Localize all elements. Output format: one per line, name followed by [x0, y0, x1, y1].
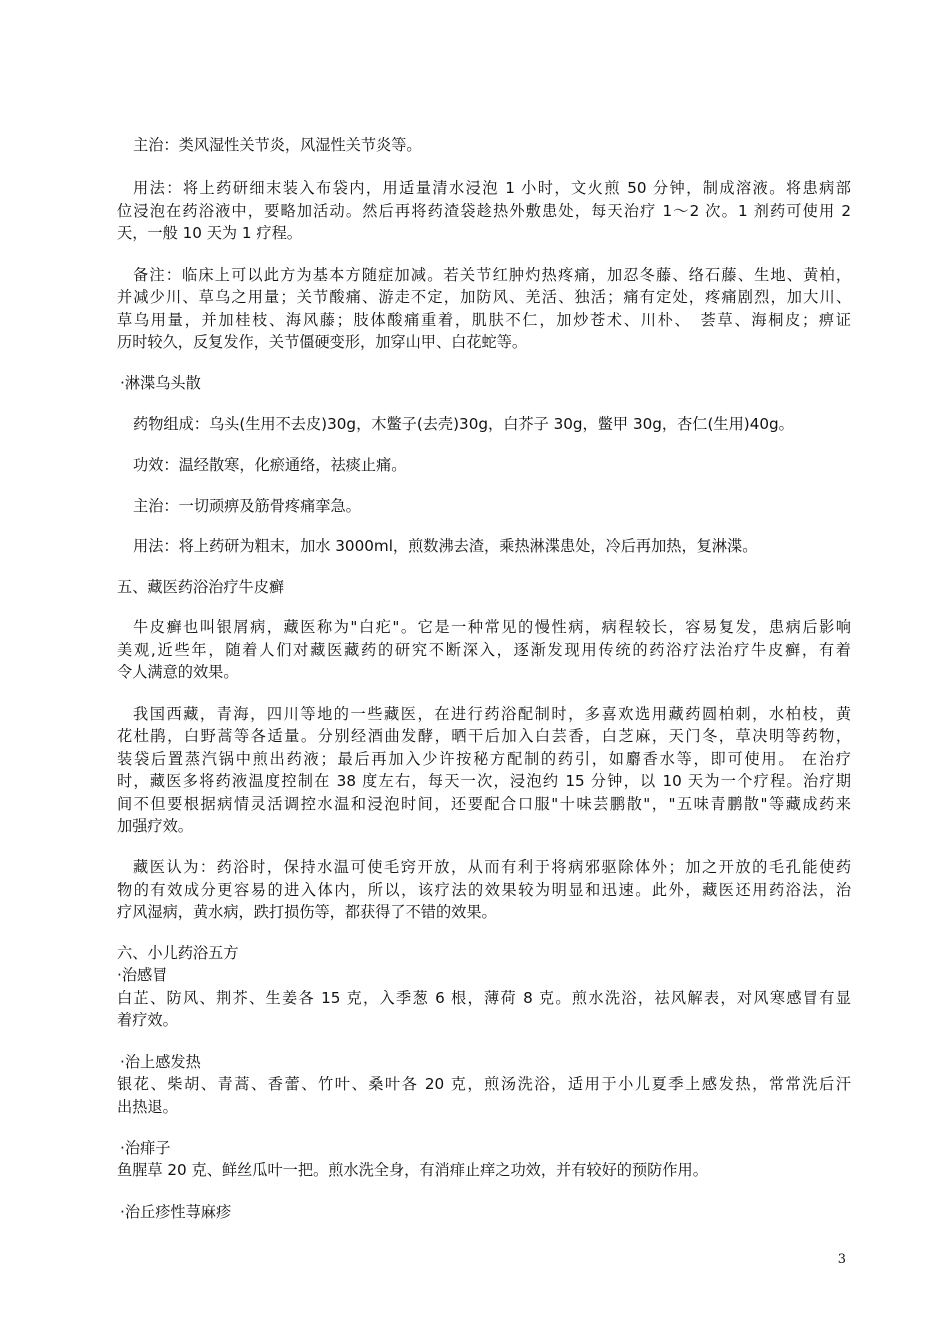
text-line: 美观,近些年，随着人们对藏医藏药的研究不断深入，逐渐发现用传统的药浴疗法治疗牛皮癣，有着 [117, 641, 851, 659]
text-line: 疗风湿病，黄水病，跌打损伤等，都获得了不错的效果。 [117, 903, 497, 921]
text-line: 草乌用量，并加桂枝、海风藤；肢体酸痛重着，肌肤不仁，加炒苍术、川朴、 荟草、海桐皮；痹证 [117, 311, 851, 329]
text-line: 令人满意的效果。 [117, 663, 239, 681]
text-line: 物的有效成分更容易的进入体内，所以，该疗法的效果较为明显和迅速。此外，藏医还用药浴法，治 [117, 881, 851, 899]
text-line: 藏医认为：药浴时，保持水温可使毛窍开放，从而有利于将病邪驱除体外；加之开放的毛孔能使药 [133, 858, 851, 876]
text-line: 鱼腥草 20 克、鲜丝瓜叶一把。煎水洗全身，有消痱止痒之功效，并有较好的预防作用。 [117, 1161, 708, 1179]
text-line: 花杜鹃，白野蒿等各适量。分别经酒曲发酵，晒干后加入白芸香，白芝麻，天门冬，草决明等药物， [117, 727, 851, 745]
text-line: 位浸泡在药浴液中，要略加活动。然后再将药渣袋趁热外敷患处，每天治疗 1～2 次。1 剂药可使用 2 [117, 202, 851, 220]
text-line: 药物组成：乌头(生用不去皮)30g，木鳖子(去壳)30g，白芥子 30g，鳖甲 30g，杏仁(生用)40g。 [133, 415, 794, 433]
text-line: 历时较久，反复发作，关节僵硬变形，加穿山甲、白花蛇等。 [117, 333, 528, 351]
page-number: 3 [837, 1252, 846, 1267]
text-line: 加强疗效。 [117, 817, 193, 835]
text-line: 并减少川、草乌之用量；关节酸痛、游走不定，加防风、羌活、独活；痛有定处，疼痛剧烈，加大川、 [117, 288, 851, 306]
subheading: ·治痱子 [120, 1139, 171, 1157]
text-line: 功效：温经散寒，化瘀通络，祛痰止痛。 [133, 456, 407, 474]
section-heading: 五、藏医药浴治疗牛皮癣 [117, 578, 285, 596]
section-heading: ·淋渫乌头散 [120, 374, 201, 392]
text-line: 备注：临床上可以此方为基本方随症加减。若关节红肿灼热疼痛，加忍冬藤、络石藤、生地、黄柏， [133, 266, 851, 284]
subheading: ·治丘疹性荨麻疹 [120, 1203, 232, 1221]
section-heading: 六、小儿药浴五方 [117, 944, 239, 962]
subheading: ·治上感发热 [120, 1053, 201, 1071]
subheading: ·治感冒 [117, 966, 168, 984]
text-line: 白芷、防风、荆芥、生姜各 15 克，入季葱 6 根，薄荷 8 克。煎水洗浴，祛风解表，对风寒感冒有显 [117, 989, 851, 1007]
text-line: 牛皮癣也叫银屑病，藏医称为"白疕"。它是一种常见的慢性病，病程较长，容易复发，患病后影响 [133, 618, 851, 636]
text-line: 用法：将上药研为粗末，加水 3000ml，煎数沸去渣，乘热淋渫患处，冷后再加热，复淋渫。 [133, 537, 758, 555]
text-line: 着疗效。 [117, 1011, 178, 1029]
text-line: 用法：将上药研细末装入布袋内，用适量清水浸泡 1 小时，文火煎 50 分钟，制成溶液。将患病部 [133, 179, 851, 197]
text-line: 出热退。 [117, 1098, 178, 1116]
text-line: 主治：一切顽痹及筋骨疼痛挛急。 [133, 497, 361, 515]
text-line: 装袋后置蒸汽锅中煎出药液；最后再加入少许按秘方配制的药引，如麝香水等，即可使用。 在治疗 [117, 750, 851, 768]
text-line: 天，一般 10 天为 1 疗程。 [117, 224, 302, 242]
text-line: 我国西藏，青海，四川等地的一些藏医，在进行药浴配制时，多喜欢选用藏药圆柏刺，水柏枝，黄 [133, 705, 851, 723]
text-line: 银花、柴胡、青蒿、香蕾、竹叶、桑叶各 20 克，煎汤洗浴，适用于小儿夏季上感发热，常常洗后汗 [117, 1075, 851, 1093]
text-line: 主治：类风湿性关节炎，风湿性关节炎等。 [133, 136, 422, 154]
text-line: 间不但要根据病情灵活调控水温和浸泡时间，还要配合口服"十味芸鹏散"，"五味青鹏散"等藏成药来 [117, 795, 851, 813]
text-line: 时，藏医多将药液温度控制在 38 度左右，每天一次，浸泡约 15 分钟，以 10 天为一个疗程。治疗期 [117, 772, 851, 790]
